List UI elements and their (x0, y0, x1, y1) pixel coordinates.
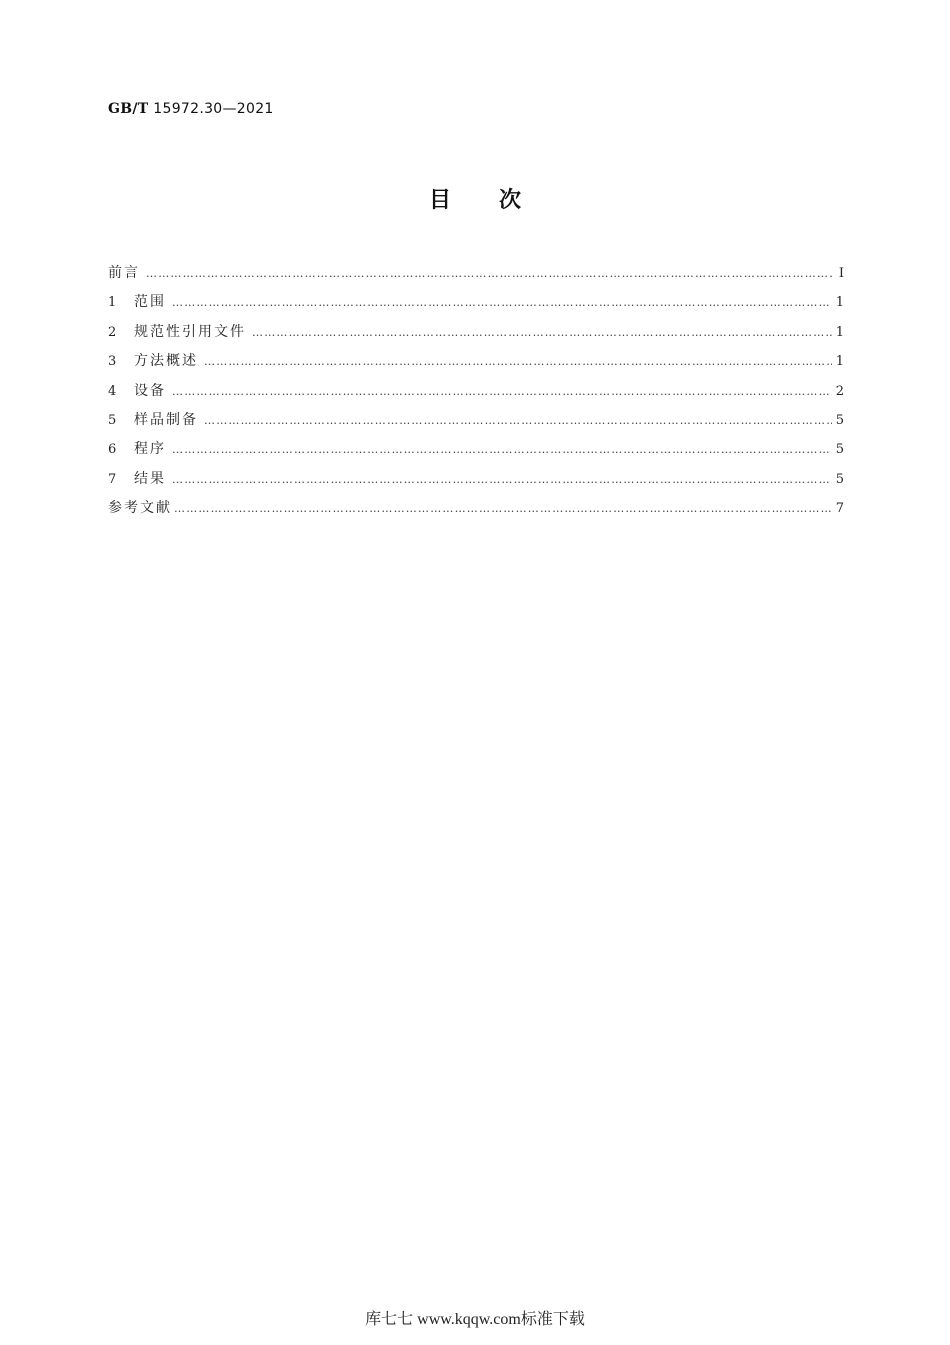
footer-watermark: 库七七 www.kqqw.com标准下载 (365, 1311, 585, 1328)
toc-entry-scope[interactable] (108, 291, 844, 320)
toc-leader-dots (146, 267, 832, 280)
toc-entry-number: 5 (108, 412, 117, 428)
toc-entry-foreword[interactable] (108, 262, 844, 291)
toc-entry-number: 6 (108, 442, 117, 458)
toc-entry-normative-references[interactable] (108, 321, 844, 350)
toc-entry-label: 前言 (108, 265, 140, 281)
toc-entry-method-summary[interactable] (108, 350, 844, 379)
toc-entry-label: 设备 (134, 382, 166, 399)
toc-entry-label: 范围 (134, 294, 166, 311)
table-of-contents (108, 262, 844, 527)
toc-entry-results[interactable] (108, 468, 844, 497)
toc-entry-apparatus[interactable] (108, 380, 844, 409)
toc-entry-bibliography[interactable] (108, 497, 844, 526)
toc-entry-label: 结果 (134, 470, 166, 487)
toc-leader-dots (204, 355, 832, 368)
toc-entry-procedure[interactable] (108, 438, 844, 467)
toc-entry-page: 2 (835, 383, 844, 399)
toc-leader-dots (172, 385, 832, 398)
toc-entry-number: 7 (108, 471, 117, 487)
toc-entry-page: 5 (835, 442, 844, 458)
toc-leader-dots (172, 473, 832, 486)
toc-entry-label: 样品制备 (134, 411, 198, 428)
toc-entry-page: 1 (835, 295, 844, 311)
toc-entry-label: 程序 (134, 441, 166, 458)
toc-entry-page: Ⅰ (838, 266, 844, 281)
toc-entry-label: 参考文献 (108, 500, 172, 517)
toc-entry-page: 1 (835, 324, 844, 340)
standard-number: 15972.30—2021 (153, 101, 274, 117)
toc-entry-number: 2 (108, 324, 117, 340)
toc-entry-number: 3 (108, 354, 117, 370)
toc-entry-page: 5 (835, 471, 844, 487)
toc-entry-label: 方法概述 (134, 353, 198, 370)
toc-leader-dots (252, 326, 832, 339)
standard-prefix: GB/T (108, 101, 149, 117)
toc-entry-page: 5 (835, 412, 844, 428)
page-title: 目次 (428, 188, 569, 213)
toc-entry-page: 1 (835, 354, 844, 370)
toc-entry-sample-preparation[interactable] (108, 409, 844, 438)
toc-entry-number: 1 (108, 295, 117, 311)
toc-leader-dots (172, 296, 832, 309)
toc-entry-label: 规范性引用文件 (134, 323, 246, 340)
toc-entry-number: 4 (108, 383, 117, 399)
toc-leader-dots (174, 502, 832, 515)
toc-entry-page: 7 (835, 501, 844, 517)
standard-code (108, 101, 274, 117)
toc-leader-dots (172, 443, 832, 456)
toc-leader-dots (204, 414, 832, 427)
